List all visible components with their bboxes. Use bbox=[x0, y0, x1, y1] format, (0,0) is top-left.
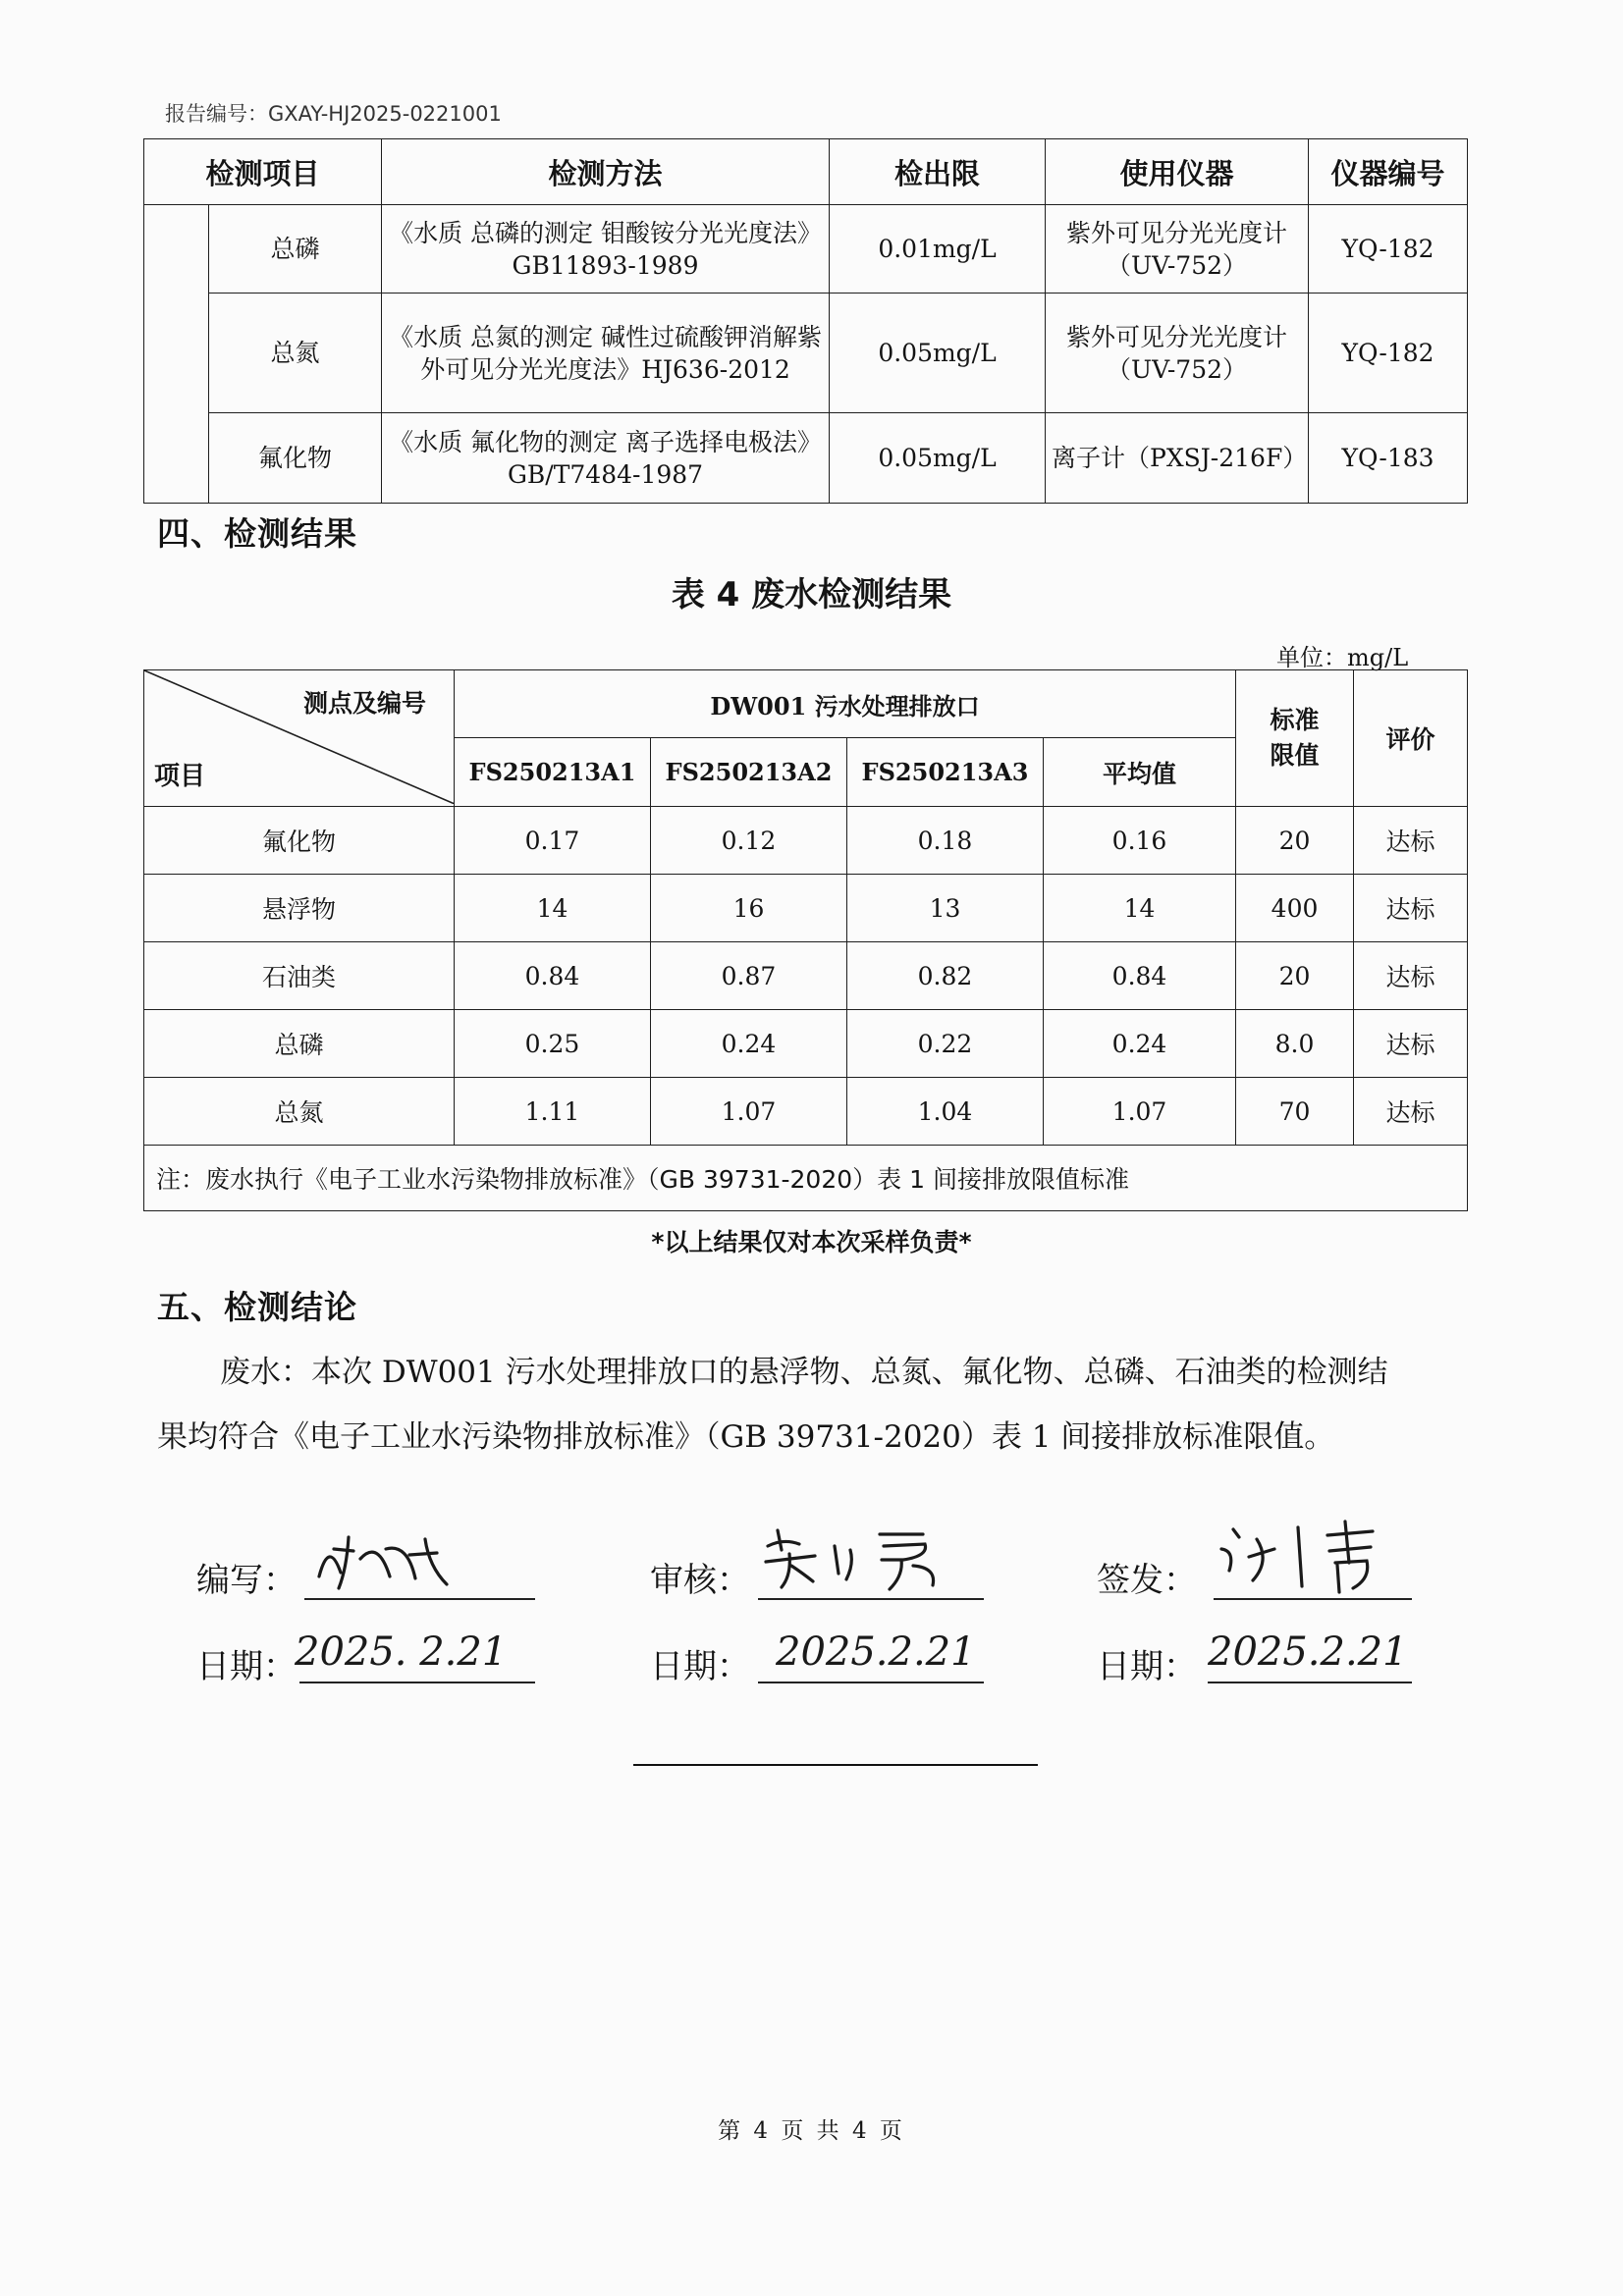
method-table-header bbox=[144, 139, 1468, 205]
value-cell: 0.82 bbox=[847, 942, 1044, 1010]
method-cell: 《水质 总磷的测定 钼酸铵分光光度法》GB11893-1989 bbox=[382, 205, 830, 294]
eval-cell: 达标 bbox=[1354, 1078, 1468, 1146]
section4-heading: 四、检测结果 bbox=[157, 514, 357, 553]
col-header-method: 检测方法 bbox=[382, 139, 830, 205]
conclusion-line-1: 废水：本次 DW001 污水处理排放口的悬浮物、总氮、氟化物、总磷、石油类的检测结 bbox=[220, 1355, 1388, 1390]
table-title: 表 4 废水检测结果 bbox=[671, 575, 952, 614]
result-header-row-1 bbox=[144, 670, 1468, 738]
note-row bbox=[144, 1146, 1468, 1211]
col-header-instrument: 使用仪器 bbox=[1046, 139, 1309, 205]
reviewer-signature bbox=[756, 1517, 972, 1595]
eval-cell: 达标 bbox=[1354, 807, 1468, 875]
issuer-date: 2025.2.21 bbox=[1208, 1629, 1408, 1675]
eval-cell: 达标 bbox=[1354, 942, 1468, 1010]
limit-cell: 0.05mg/L bbox=[830, 294, 1046, 413]
writer-date: 2025. 2.21 bbox=[295, 1629, 508, 1675]
col-header-instrument-id: 仪器编号 bbox=[1309, 139, 1468, 205]
conclusion-line-2: 果均符合《电子工业水污染物排放标准》（GB 39731-2020）表 1 间接排放标准限值。 bbox=[157, 1419, 1335, 1455]
issuer-sign-line bbox=[1214, 1598, 1412, 1600]
average-cell: 1.07 bbox=[1044, 1078, 1236, 1146]
limit-cell: 70 bbox=[1236, 1078, 1354, 1146]
instrument-cell: 紫外可见分光光度计（UV-752） bbox=[1046, 294, 1309, 413]
issuer-date-line bbox=[1208, 1682, 1412, 1683]
corner-cell bbox=[144, 670, 455, 807]
item-cell: 悬浮物 bbox=[144, 875, 455, 942]
note-cell: 注：废水执行《电子工业水污染物排放标准》（GB 39731-2020）表 1 间接排放限值标准 bbox=[144, 1146, 1468, 1211]
limit-cell: 0.01mg/L bbox=[830, 205, 1046, 294]
table-row bbox=[144, 294, 1468, 413]
limit-cell: 20 bbox=[1236, 807, 1354, 875]
value-cell: 0.84 bbox=[455, 942, 651, 1010]
eval-header: 评价 bbox=[1354, 670, 1468, 807]
item-cell: 总氮 bbox=[144, 1078, 455, 1146]
col-header-item: 检测项目 bbox=[144, 139, 382, 205]
average-cell: 14 bbox=[1044, 875, 1236, 942]
value-cell: 0.24 bbox=[651, 1010, 847, 1078]
closing-rule bbox=[633, 1764, 1038, 1766]
page-number: 第 4 页 共 4 页 bbox=[718, 2118, 905, 2144]
reviewer-date-line bbox=[758, 1682, 984, 1683]
sample-header: FS250213A3 bbox=[847, 738, 1044, 807]
issuer-date-label: 日期： bbox=[1097, 1647, 1197, 1686]
value-cell: 1.11 bbox=[455, 1078, 651, 1146]
instrument-id-cell: YQ-183 bbox=[1309, 413, 1468, 504]
disclaimer: *以上结果仅对本次采样负责* bbox=[651, 1228, 972, 1256]
average-cell: 0.16 bbox=[1044, 807, 1236, 875]
value-cell: 0.12 bbox=[651, 807, 847, 875]
item-cell: 氟化物 bbox=[144, 807, 455, 875]
reviewer-date: 2025.2.21 bbox=[776, 1629, 976, 1675]
instrument-id-cell: YQ-182 bbox=[1309, 205, 1468, 294]
reviewer-sign-line bbox=[758, 1598, 984, 1600]
item-cell: 氟化物 bbox=[209, 413, 382, 504]
average-cell: 0.84 bbox=[1044, 942, 1236, 1010]
method-cell: 《水质 总氮的测定 碱性过硫酸钾消解紫外可见分光光度法》HJ636-2012 bbox=[382, 294, 830, 413]
item-cell: 总磷 bbox=[209, 205, 382, 294]
value-cell: 0.25 bbox=[455, 1010, 651, 1078]
value-cell: 14 bbox=[455, 875, 651, 942]
report-number: 报告编号：GXAY-HJ2025-0221001 bbox=[165, 102, 502, 126]
reviewer-label: 审核： bbox=[650, 1561, 750, 1600]
value-cell: 0.22 bbox=[847, 1010, 1044, 1078]
eval-cell: 达标 bbox=[1354, 1010, 1468, 1078]
instrument-id-cell: YQ-182 bbox=[1309, 294, 1468, 413]
value-cell: 0.17 bbox=[455, 807, 651, 875]
value-cell: 13 bbox=[847, 875, 1044, 942]
item-cell: 石油类 bbox=[144, 942, 455, 1010]
result-table bbox=[143, 669, 1468, 1211]
site-header: DW001 污水处理排放口 bbox=[455, 670, 1236, 738]
value-cell: 1.07 bbox=[651, 1078, 847, 1146]
value-cell: 0.87 bbox=[651, 942, 847, 1010]
section5-heading: 五、检测结论 bbox=[157, 1288, 357, 1326]
limit-header: 标准限值 bbox=[1236, 670, 1354, 807]
average-header: 平均值 bbox=[1044, 738, 1236, 807]
issuer-label: 签发： bbox=[1097, 1561, 1197, 1600]
method-table bbox=[143, 138, 1468, 504]
writer-label: 编写： bbox=[196, 1561, 297, 1600]
corner-top-label: 测点及编号 bbox=[302, 689, 426, 718]
method-cell: 《水质 氟化物的测定 离子选择电极法》GB/T7484-1987 bbox=[382, 413, 830, 504]
average-cell: 0.24 bbox=[1044, 1010, 1236, 1078]
writer-date-line bbox=[299, 1682, 535, 1683]
item-cell: 总磷 bbox=[144, 1010, 455, 1078]
value-cell: 0.18 bbox=[847, 807, 1044, 875]
reviewer-date-label: 日期： bbox=[650, 1647, 750, 1686]
table-row bbox=[144, 413, 1468, 504]
value-cell: 16 bbox=[651, 875, 847, 942]
limit-cell: 8.0 bbox=[1236, 1010, 1354, 1078]
col-header-limit: 检出限 bbox=[830, 139, 1046, 205]
sample-header: FS250213A1 bbox=[455, 738, 651, 807]
limit-cell: 400 bbox=[1236, 875, 1354, 942]
value-cell: 1.04 bbox=[847, 1078, 1044, 1146]
writer-sign-line bbox=[304, 1598, 535, 1600]
item-cell: 总氮 bbox=[209, 294, 382, 413]
limit-cell: 20 bbox=[1236, 942, 1354, 1010]
limit-cell: 0.05mg/L bbox=[830, 413, 1046, 504]
table-row bbox=[144, 1010, 1468, 1078]
instrument-cell: 离子计（PXSJ-216F） bbox=[1046, 413, 1309, 504]
sample-header: FS250213A2 bbox=[651, 738, 847, 807]
table-row bbox=[144, 1078, 1468, 1146]
unit-label: 单位：mg/L bbox=[1276, 644, 1409, 671]
writer-signature bbox=[299, 1520, 466, 1598]
corner-bottom-label: 项目 bbox=[154, 762, 206, 791]
eval-cell: 达标 bbox=[1354, 875, 1468, 942]
instrument-cell: 紫外可见分光光度计（UV-752） bbox=[1046, 205, 1309, 294]
table-row bbox=[144, 205, 1468, 294]
table-row bbox=[144, 942, 1468, 1010]
table-row bbox=[144, 875, 1468, 942]
table-row bbox=[144, 807, 1468, 875]
writer-date-label: 日期： bbox=[196, 1647, 297, 1686]
issuer-signature bbox=[1206, 1510, 1402, 1598]
group-cell bbox=[144, 205, 209, 504]
